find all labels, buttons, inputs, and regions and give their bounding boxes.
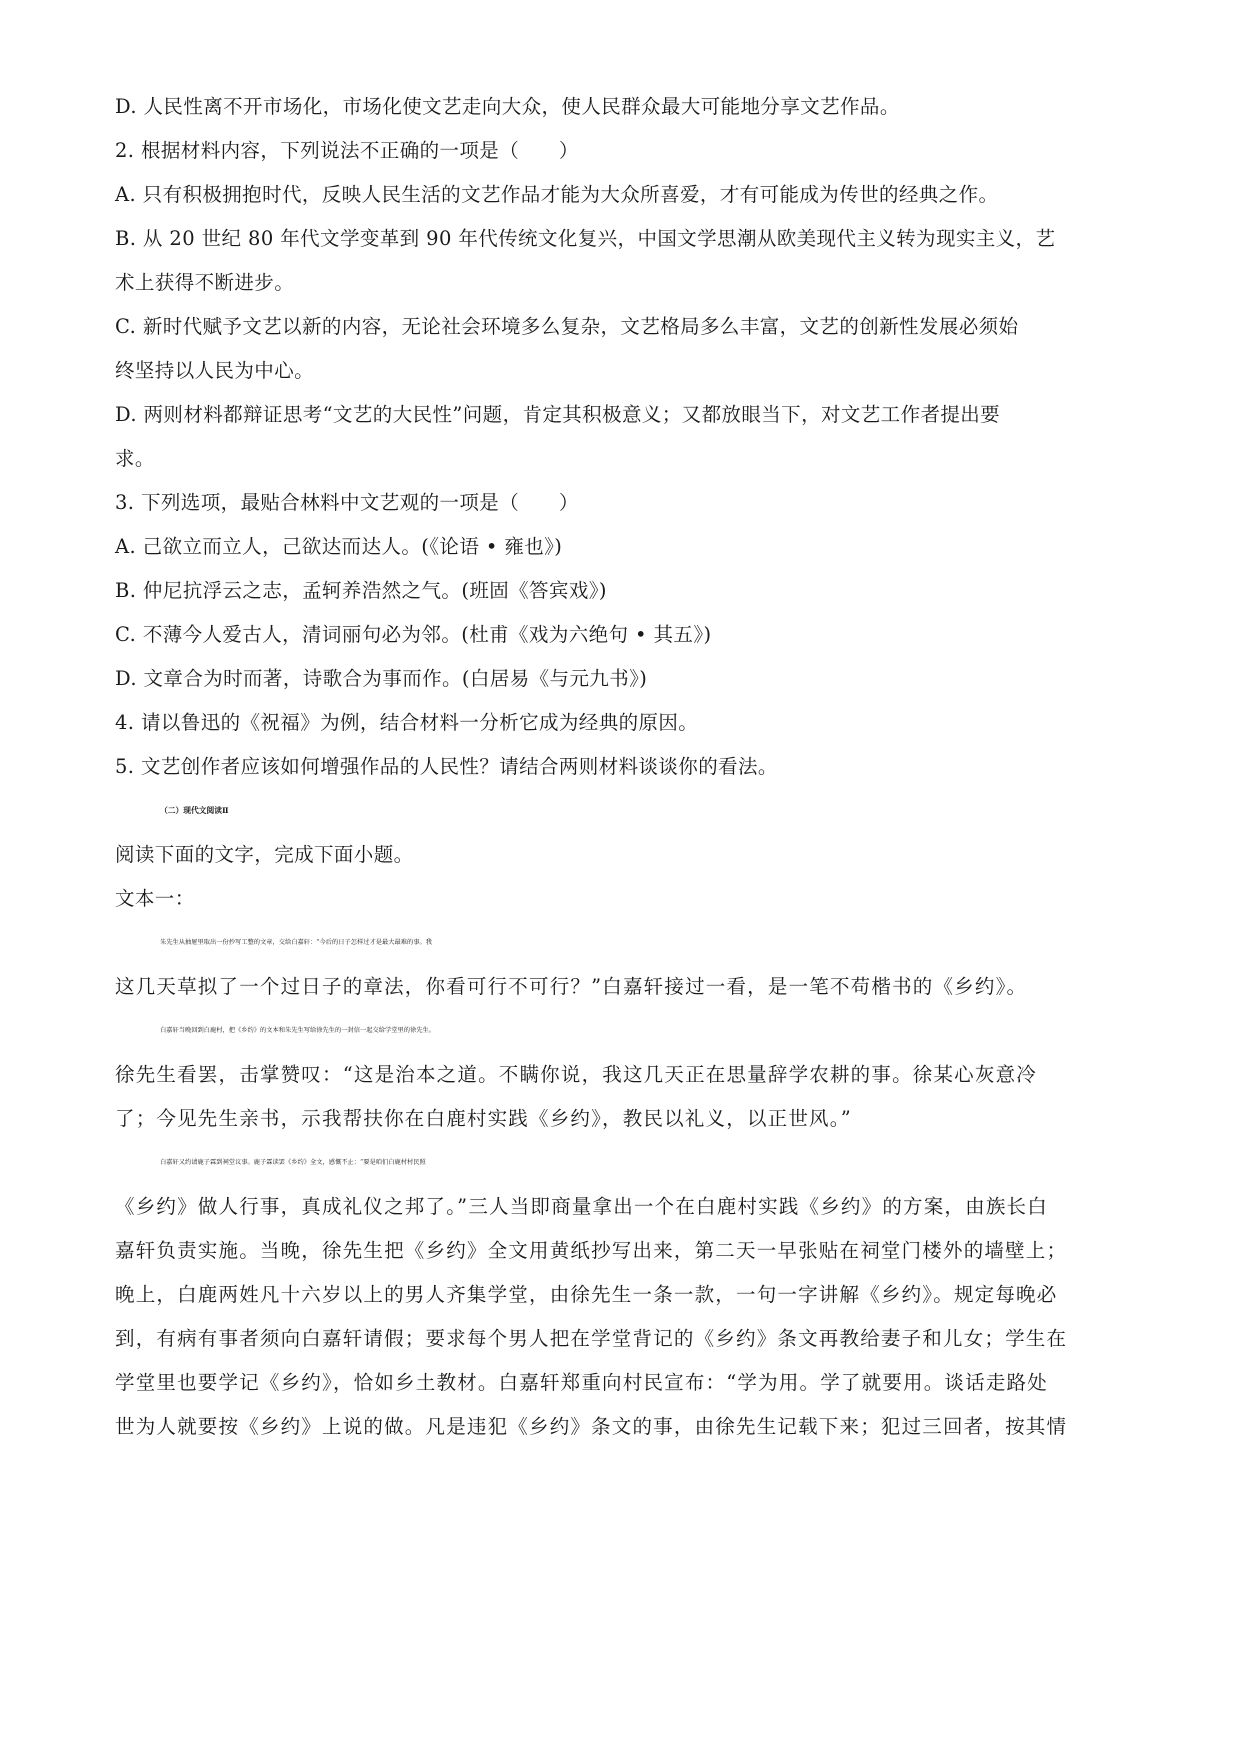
story-p2-line3: 了；今见先生亲书，示我帮扶你在白鹿村实践《乡约》，教民以礼义，以正世风。”	[115, 1107, 852, 1130]
q2-option-a: A. 只有积极拥抱时代，反映人民生活的文艺作品才能为大众所喜爱，才有可能成为传世的经典之作。	[115, 183, 999, 206]
story-p3-line5: 到，有病有事者须向白嘉轩请假；要求每个男人把在学堂背记的《乡约》条文再教给妻子和儿女；学生在	[115, 1327, 1068, 1350]
q2-option-c-line1: C. 新时代赋予文艺以新的内容，无论社会环境多么复杂，文艺格局多么丰富，文艺的创新性发展必须始	[115, 315, 1019, 338]
story-p3-line3: 嘉轩负责实施。当晚，徐先生把《乡约》全文用黄纸抄写出来，第二天一早张贴在祠堂门楼外的墙壁上；	[115, 1239, 1068, 1262]
q2-option-b-line1: B. 从 20 世纪 80 年代文学变革到 90 年代传统文化复兴，中国文学思潮从欧美现代主义转为现实主义，艺	[115, 227, 1056, 250]
story-p1-line1: 朱先生从抽屉里取出一份抄写工整的文章，交给白嘉轩：“今后的日子怎样过才是最大最难的事。我	[160, 939, 432, 946]
story-p3-line4: 晚上，白鹿两姓凡十六岁以上的男人齐集学堂，由徐先生一条一款，一句一字讲解《乡约》。规定每晚必	[115, 1283, 1058, 1306]
q2-option-c-line2: 终坚持以人民为中心。	[115, 359, 315, 382]
q2-option-d-line1: D. 两则材料都辩证思考“文艺的大民性”问题，肯定其积极意义；又都放眼当下，对文艺工作者提出要	[115, 403, 1001, 426]
q2-option-b-line2: 术上获得不断进步。	[115, 271, 295, 294]
section-heading: （二）现代文阅读Ⅱ	[160, 806, 229, 815]
q3-option-d: D. 文章合为时而著，诗歌合为事而作。(白居易《与元九书》)	[115, 667, 648, 690]
q3-option-a: A. 己欲立而立人，己欲达而达人。(《论语 • 雍也》)	[115, 535, 563, 558]
q5-stem: 5. 文艺创作者应该如何增强作品的人民性？请结合两则材料谈谈你的看法。	[115, 755, 778, 778]
q3-stem: 3. 下列选项，最贴合林料中文艺观的一项是（ ）	[115, 491, 579, 514]
story-p3-line2: 《乡约》做人行事，真成礼仪之邦了。”三人当即商量拿出一个在白鹿村实践《乡约》的方案，由族长白	[115, 1195, 1048, 1218]
q3-option-c: C. 不薄今人爱古人，清词丽句必为邻。(杜甫《戏为六绝句 • 其五》)	[115, 623, 712, 646]
story-p3-line7: 世为人就要按《乡约》上说的做。凡是违犯《乡约》条文的事，由徐先生记载下来；犯过三回者，按其情	[115, 1415, 1068, 1438]
story-p2-line2: 徐先生看罢，击掌赞叹：“这是治本之道。不瞒你说，我这几天正在思量辞学农耕的事。徐某心灰意冷	[115, 1063, 1037, 1086]
story-p2-line1: 白嘉轩当晚回到白鹿村，把《乡约》的文本和朱先生写给徐先生的一封信一起交给学堂里的徐先生。	[160, 1027, 435, 1034]
q4-stem: 4. 请以鲁迅的《祝福》为例，结合材料一分析它成为经典的原因。	[115, 711, 699, 734]
story-p1-line2: 这几天草拟了一个过日子的章法，你看可行不可行？”白嘉轩接过一看，是一笔不苟楷书的《乡约》。	[115, 975, 1028, 998]
q2-stem: 2. 根据材料内容，下列说法不正确的一项是（ ）	[115, 139, 579, 162]
story-p3-line6: 学堂里也要学记《乡约》，恰如乡土教材。白嘉轩郑重向村民宣布：“学为用。学了就要用。谈话走路处	[115, 1371, 1048, 1394]
q3-option-b: B. 仲尼抗浮云之志，孟轲养浩然之气。(班固《答宾戏》)	[115, 579, 607, 602]
story-p3-line1: 白嘉轩又约请鹿子霖到祠堂议事。鹿子霖读罢《乡约》全文，感慨不止：“要是咱们白鹿村村民照	[160, 1159, 426, 1166]
section-instruction: 阅读下面的文字，完成下面小题。	[115, 843, 414, 866]
q2-option-d-line2: 求。	[115, 447, 155, 470]
text-label: 文本一：	[115, 887, 195, 910]
q1-option-d: D. 人民性离不开市场化，市场化使文艺走向大众，使人民群众最大可能地分享文艺作品。	[115, 95, 900, 118]
